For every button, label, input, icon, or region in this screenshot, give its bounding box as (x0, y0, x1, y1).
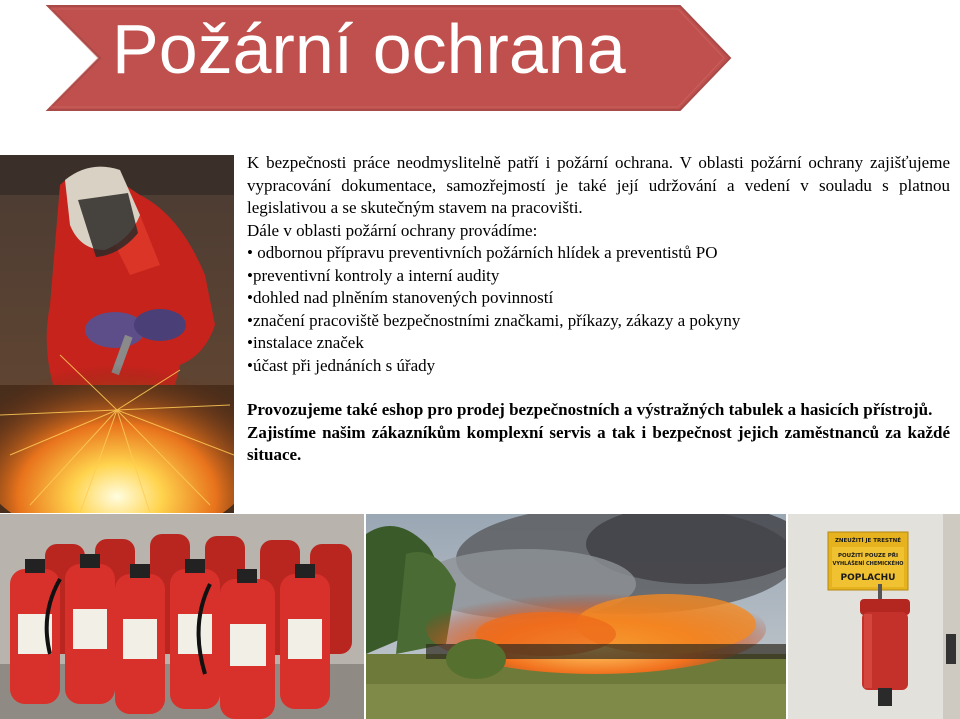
services-list (247, 242, 950, 377)
title-banner (0, 0, 960, 125)
alarm-station-photo (788, 514, 960, 719)
sign-line-2: POUŽITÍ POUZE PŘI (837, 553, 899, 559)
list-item: •preventivní kontroly a interní audity (247, 265, 500, 285)
closing-text: Zajistíme našim zákazníkům komplexní servis a tak i bezpečnost jejich zaměstnanců za každé situace. (247, 422, 950, 464)
list-item: •účast při jednáních s úřady (247, 355, 436, 375)
welder-photo (0, 155, 234, 513)
page-title: Požární ochrana (112, 10, 626, 88)
list-item: • odbornou přípravu preventivních požárních hlídek a preventistů PO (247, 243, 718, 262)
content-text (247, 152, 950, 467)
sign-line-4: POPLACHU (840, 573, 896, 583)
sign-line-1: ZNEUŽITÍ JE TRESTNÉ (834, 538, 902, 544)
extinguishers-photo (0, 514, 364, 719)
eshop-text: Provozujeme také eshop pro prodej bezpečnostních a výstražných tabulek a hasicích přístrojů. (247, 400, 933, 419)
sign-line-3: VYHLÁŠENÍ CHEMICKÉHO (832, 561, 904, 567)
wildfire-photo (366, 514, 786, 719)
services-heading: Dále v oblasti požární ochrany provádíme: (247, 220, 538, 240)
emphasis-block (247, 399, 950, 467)
list-item: •dohled nad plněním stanovených povinností (247, 288, 554, 307)
intro-paragraph: K bezpečnosti práce neodmyslitelně patří i požární ochrana. V oblasti požární ochrany zajišťujeme vypracování dokumentace, samozřejmostí je také její udržování a vedení v souladu s platnou legislativou a se skutečným stavem na pracovišti. (247, 153, 950, 217)
list-item: •instalace značek (247, 333, 364, 352)
list-item: •značení pracoviště bezpečnostními značkami, příkazy, zákazy a pokyny (247, 310, 741, 330)
